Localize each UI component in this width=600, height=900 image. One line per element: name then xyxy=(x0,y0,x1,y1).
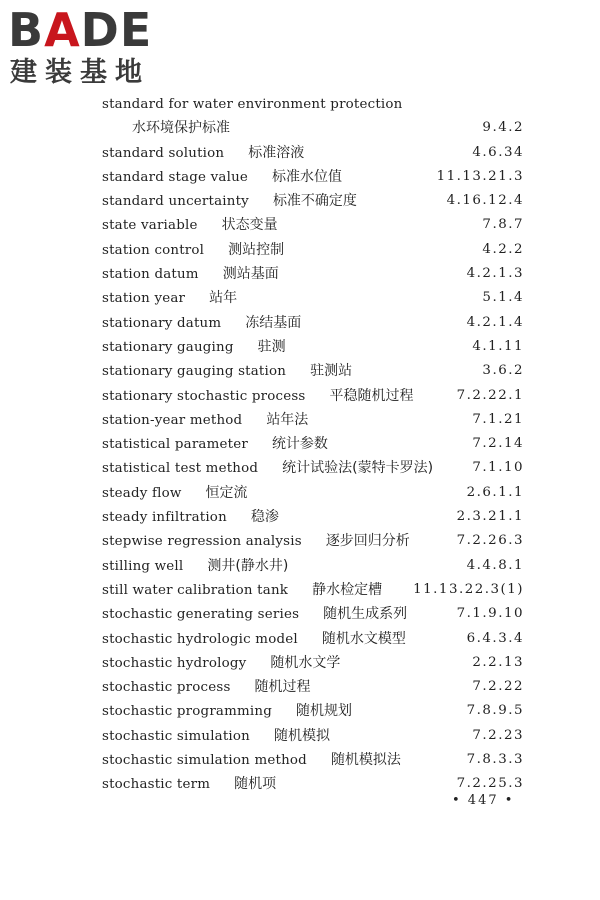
term-english: standard for water environment protection xyxy=(102,97,403,112)
term-chinese: 测站基面 xyxy=(222,266,279,283)
section-reference: 4.6.34 xyxy=(472,144,524,160)
glossary-entries xyxy=(102,92,524,797)
term-english: stationary gauging xyxy=(102,339,234,355)
term-chinese: 随机过程 xyxy=(254,679,311,696)
term-chinese: 冻结基面 xyxy=(245,314,302,331)
term-chinese: 统计参数 xyxy=(271,436,328,453)
term-chinese: 静水检定槽 xyxy=(312,581,383,598)
term-english: standard solution xyxy=(102,145,225,161)
section-reference: 5.1.4 xyxy=(482,290,524,306)
term-english: stochastic simulation xyxy=(102,728,251,744)
section-reference: 7.1.9.10 xyxy=(456,606,524,622)
section-reference: 4.2.1.4 xyxy=(466,314,524,330)
term-english: station control xyxy=(102,242,205,258)
glossary-row xyxy=(102,286,524,310)
section-reference: 4.2.1.3 xyxy=(466,266,524,282)
term-english: steady flow xyxy=(102,485,182,501)
section-reference: 7.8.3.3 xyxy=(466,752,524,768)
glossary-row xyxy=(102,602,524,626)
term-english: stepwise regression analysis xyxy=(102,534,302,550)
section-reference: 7.1.21 xyxy=(472,411,524,427)
glossary-row xyxy=(102,456,524,480)
logo-wordmark: BADE xyxy=(8,3,153,57)
term-chinese: 随机项 xyxy=(234,776,277,793)
section-reference: 7.2.23 xyxy=(472,727,524,743)
term-english: still water calibration tank xyxy=(102,582,289,598)
glossary-row xyxy=(102,384,524,408)
term-chinese: 水环境保护标准 xyxy=(132,120,230,137)
term-chinese: 随机水文模型 xyxy=(321,630,406,647)
term-english: steady infiltration xyxy=(102,510,227,526)
term-chinese: 随机生成系列 xyxy=(323,606,408,623)
glossary-row xyxy=(102,627,524,651)
section-reference: 6.4.3.4 xyxy=(466,630,524,646)
term-english: station year xyxy=(102,291,186,307)
term-english: state variable xyxy=(102,218,198,234)
term-english: standard uncertainty xyxy=(102,194,249,210)
term-chinese: 随机模拟 xyxy=(274,727,331,744)
term-english: stochastic hydrologic model xyxy=(102,631,298,647)
term-chinese: 稳渗 xyxy=(250,509,279,526)
glossary-row xyxy=(102,262,524,286)
term-english: station datum xyxy=(102,267,199,283)
term-english: statistical test method xyxy=(102,461,259,477)
term-english: stationary datum xyxy=(102,315,222,331)
page-number: • 447 • xyxy=(452,793,515,808)
term-chinese: 站年法 xyxy=(266,411,309,428)
term-english: stochastic generating series xyxy=(102,607,300,623)
section-reference: 11.13.21.3 xyxy=(436,168,524,184)
glossary-row xyxy=(102,238,524,262)
term-english: stochastic programming xyxy=(102,704,272,720)
glossary-row xyxy=(102,748,524,772)
term-english: statistical parameter xyxy=(102,437,248,453)
term-chinese: 统计试验法(蒙特卡罗法) xyxy=(282,460,434,477)
glossary-row xyxy=(102,335,524,359)
term-english: stochastic process xyxy=(102,680,231,696)
term-chinese: 标准不确定度 xyxy=(272,193,357,210)
glossary-row xyxy=(102,359,524,383)
glossary-row xyxy=(102,165,524,189)
glossary-row xyxy=(102,529,524,553)
section-reference: 4.16.12.4 xyxy=(446,193,524,209)
term-chinese: 驻测 xyxy=(257,338,286,355)
glossary-row xyxy=(102,116,524,140)
section-reference: 7.8.9.5 xyxy=(466,703,524,719)
glossary-row xyxy=(102,408,524,432)
glossary-row xyxy=(102,554,524,578)
glossary-row xyxy=(102,213,524,237)
glossary-row xyxy=(102,92,524,116)
term-chinese: 标准溶液 xyxy=(248,144,305,161)
term-chinese: 标准水位值 xyxy=(272,168,343,185)
section-reference: 2.2.13 xyxy=(472,654,524,670)
term-english: stationary stochastic process xyxy=(102,388,306,404)
glossary-row xyxy=(102,675,524,699)
term-english: standard stage value xyxy=(102,169,249,185)
term-english: stochastic hydrology xyxy=(102,655,247,671)
term-chinese: 随机模拟法 xyxy=(330,752,401,769)
section-reference: 7.8.7 xyxy=(482,217,524,233)
glossary-row xyxy=(102,311,524,335)
section-reference: 11.13.22.3(1) xyxy=(413,581,524,597)
term-english: stochastic term xyxy=(102,777,211,793)
term-chinese: 站年 xyxy=(209,290,238,307)
term-chinese: 随机规划 xyxy=(295,703,352,720)
glossary-row xyxy=(102,481,524,505)
section-reference: 7.2.25.3 xyxy=(456,776,524,792)
section-reference: 7.2.22 xyxy=(472,679,524,695)
glossary-row xyxy=(102,189,524,213)
section-reference: 7.2.26.3 xyxy=(456,533,524,549)
glossary-row xyxy=(102,141,524,165)
section-reference: 7.2.14 xyxy=(472,436,524,452)
section-reference: 4.4.8.1 xyxy=(466,557,524,573)
term-chinese: 逐步回归分析 xyxy=(325,533,410,550)
bade-logo xyxy=(8,3,178,90)
glossary-row xyxy=(102,432,524,456)
section-reference: 3.6.2 xyxy=(482,363,524,379)
term-english: station-year method xyxy=(102,412,243,428)
section-reference: 2.6.1.1 xyxy=(466,484,524,500)
section-reference: 7.2.22.1 xyxy=(456,387,524,403)
term-chinese: 平稳随机过程 xyxy=(329,387,414,404)
term-chinese: 测站控制 xyxy=(228,241,285,258)
glossary-row xyxy=(102,505,524,529)
term-english: stochastic simulation method xyxy=(102,753,307,769)
section-reference: 4.1.11 xyxy=(472,338,524,354)
term-chinese: 测井(静水井) xyxy=(207,557,289,574)
section-reference: 2.3.21.1 xyxy=(456,509,524,525)
glossary-row xyxy=(102,724,524,748)
logo-accent-letter: A xyxy=(44,3,81,57)
section-reference: 7.1.10 xyxy=(472,460,524,476)
section-reference: 4.2.2 xyxy=(482,241,524,257)
term-chinese: 恒定流 xyxy=(205,484,248,501)
logo-subtitle: 建装基地 xyxy=(10,57,150,88)
glossary-row xyxy=(102,651,524,675)
glossary-row xyxy=(102,578,524,602)
term-english: stationary gauging station xyxy=(102,364,287,380)
term-chinese: 驻测站 xyxy=(310,363,353,380)
term-english: stilling well xyxy=(102,558,184,574)
glossary-row xyxy=(102,699,524,723)
term-chinese: 状态变量 xyxy=(221,217,278,234)
term-chinese: 随机水文学 xyxy=(270,654,341,671)
section-reference: 9.4.2 xyxy=(482,120,524,136)
